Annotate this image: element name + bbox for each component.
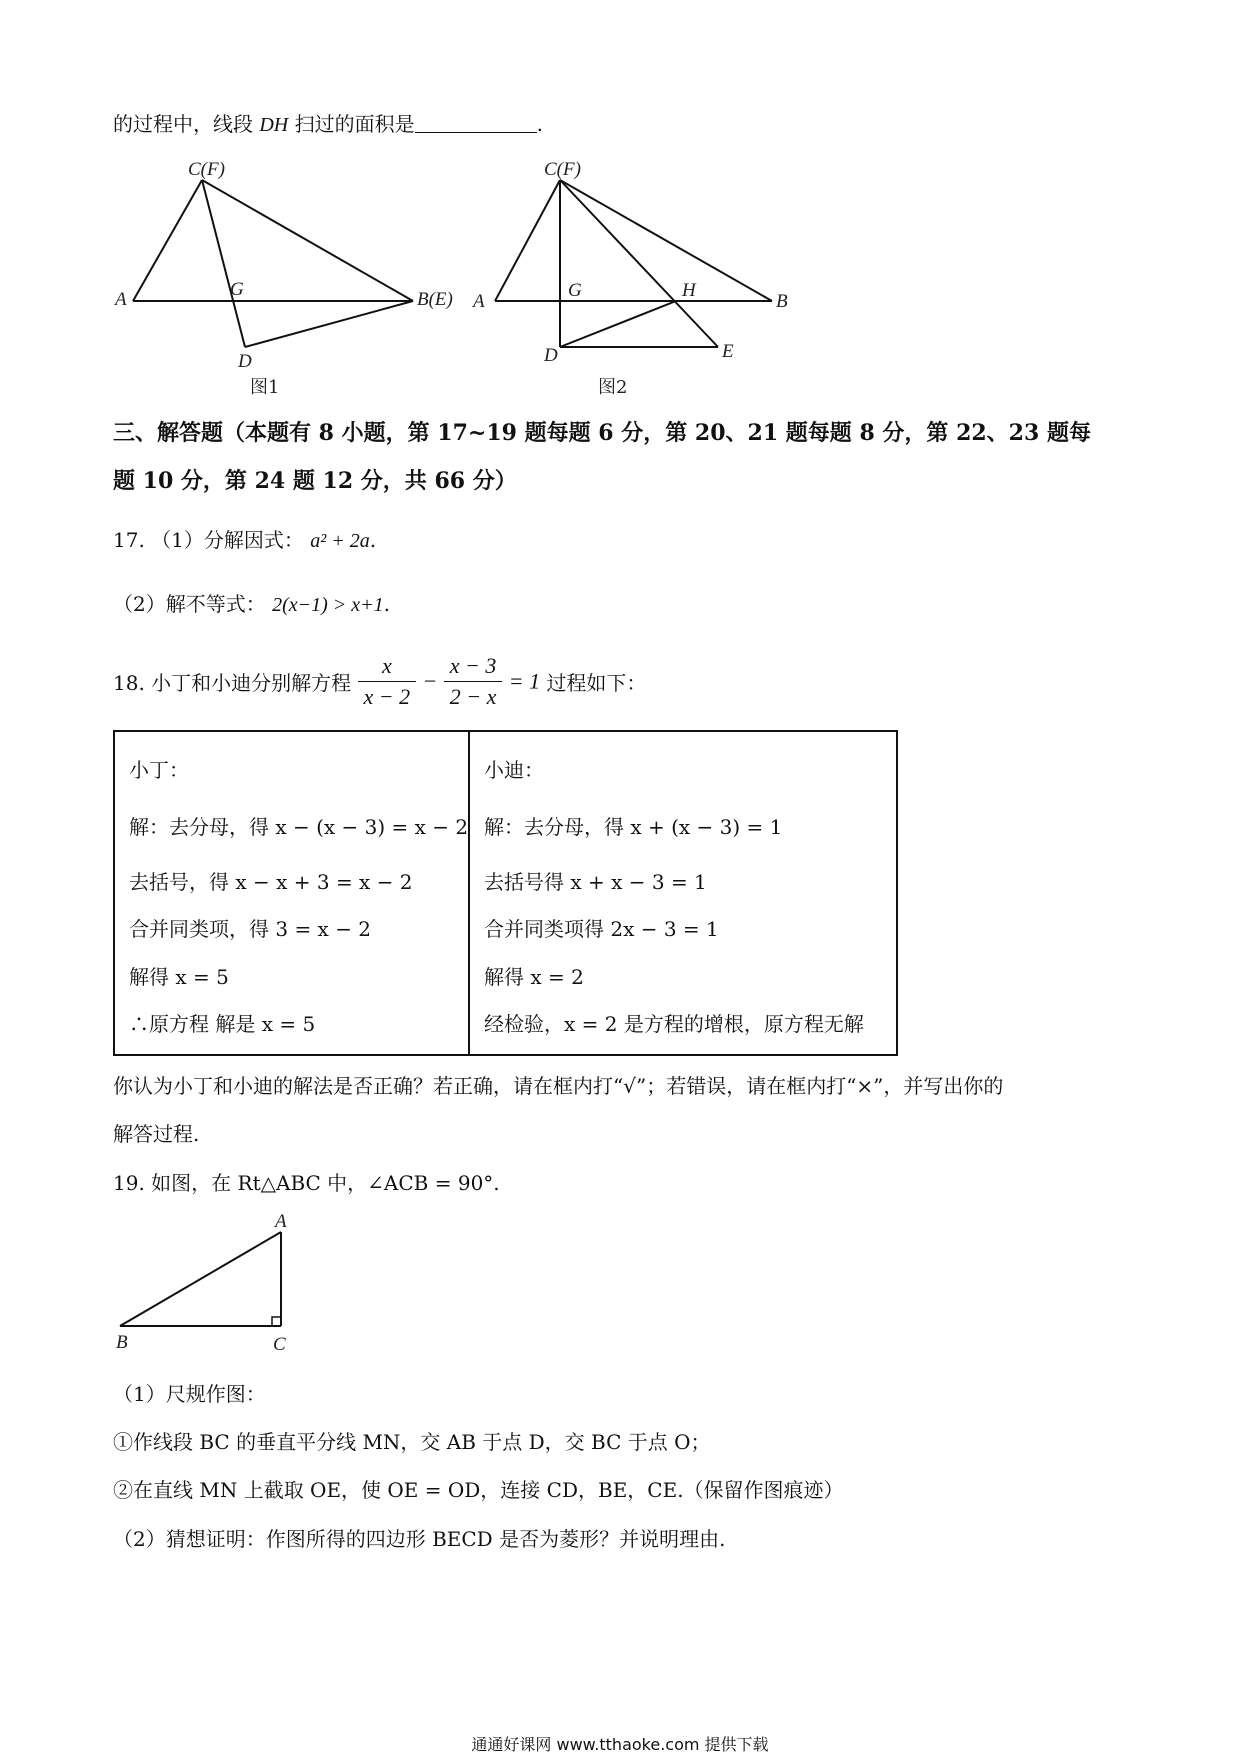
section-3-heading-line2: 题 10 分，第 24 题 12 分，共 66 分） <box>113 468 517 494</box>
section-3-heading-line1: 三、解答题（本题有 8 小题，第 17~19 题每题 6 分，第 20、21 题每题 8 分，第 22、23 题每 <box>113 420 1091 446</box>
fig2-label-b: B <box>776 291 788 312</box>
page-footer: 通通好课网 www.tthaoke.com 提供下载 <box>471 1735 769 1754</box>
answer-blank <box>415 112 537 133</box>
q19-part2: （2）猜想证明：作图所得的四边形 BECD 是否为菱形？并说明理由. <box>113 1527 726 1551</box>
q18-instruction-line2: 解答过程. <box>113 1122 200 1146</box>
fig2-label-d: D <box>544 345 558 366</box>
q19-triangle-figure <box>110 1210 310 1355</box>
q17-part2: （2）解不等式： 2(x−1) > x+1. <box>113 592 391 616</box>
q19-step1: ①作线段 BC 的垂直平分线 MN，交 AB 于点 D，交 BC 于点 O； <box>113 1430 711 1454</box>
q18-stem: 18. 小丁和小迪分别解方程 $\frac{x}{x - 2}$ − $\frac{x - 3}{2 - x}$ = 1 过程如下： <box>113 651 646 712</box>
q17-expr2: 2(x−1) > x+1 <box>272 594 384 616</box>
q19-label-c: C <box>273 1334 286 1355</box>
fig2-label-c: C(F) <box>544 159 581 180</box>
fig2-label-a: A <box>473 291 485 312</box>
fig1-label-d: D <box>238 351 252 372</box>
fig1-label-g: G <box>230 279 244 300</box>
q17-expr1: a² + 2a <box>310 530 370 552</box>
xiaodi-row: 解：去分母，得 x + (x − 3) = 1 <box>484 815 783 839</box>
q18-fraction-2: $\frac{x - 3}{2 - x}$ <box>444 651 503 712</box>
fig2-label-e: E <box>722 341 734 362</box>
fig1-label-b: B(E) <box>417 289 453 310</box>
fig1-caption: 图1 <box>250 377 280 398</box>
xiaoding-row: 解得 x = 5 <box>129 965 229 989</box>
figure-1 <box>110 155 470 405</box>
xiaoding-row: 合并同类项，得 3 = x − 2 <box>129 917 372 941</box>
fig1-label-a: A <box>115 289 127 310</box>
fig1-label-c: C(F) <box>188 159 225 180</box>
fig2-label-g: G <box>568 280 582 301</box>
xiaodi-row: 小迪： <box>484 758 544 782</box>
xiaoding-solution-cell <box>115 732 470 1054</box>
q19-stem: 19. 如图，在 Rt△ABC 中，∠ACB = 90°. <box>113 1171 500 1195</box>
fig2-label-h: H <box>682 280 696 301</box>
q19-step2: ②在直线 MN 上截取 OE，使 OE = OD，连接 CD，BE，CE.（保留作图痕迹） <box>113 1478 844 1502</box>
q18-instruction-line1: 你认为小丁和小迪的解法是否正确？若正确，请在框内打“√”；若错误，请在框内打“×”，并写出你的 <box>113 1074 1004 1098</box>
fig2-caption: 图2 <box>598 377 628 398</box>
q19-label-a: A <box>275 1211 287 1232</box>
xiaodi-row: 经检验，x = 2 是方程的增根，原方程无解 <box>484 1012 864 1036</box>
q18-solution-table <box>113 730 898 1056</box>
q16-tail-line: 的过程中，线段 DH 扫过的面积是 . <box>113 112 543 136</box>
xiaoding-row: 解：去分母，得 x − (x − 3) = x − 2 <box>129 815 469 839</box>
q17-part1: 17. （1）分解因式： a² + 2a. <box>113 528 377 552</box>
xiaodi-row: 去括号得 x + x − 3 = 1 <box>484 870 707 894</box>
xiaoding-row: 去括号，得 x − x + 3 = x − 2 <box>129 870 413 894</box>
q19-part1: （1）尺规作图： <box>113 1382 266 1406</box>
var-dh: DH <box>259 114 289 136</box>
xiaoding-row: 小丁： <box>129 758 189 782</box>
q19-label-b: B <box>116 1332 128 1353</box>
xiaodi-row: 解得 x = 2 <box>484 965 584 989</box>
figure-2 <box>470 155 810 405</box>
q18-fraction-1: $\frac{x}{x - 2}$ <box>358 651 417 712</box>
xiaodi-row: 合并同类项得 2x − 3 = 1 <box>484 917 719 941</box>
xiaoding-row: ∴原方程 解是 x = 5 <box>129 1012 316 1036</box>
xiaodi-solution-cell <box>470 732 896 1054</box>
